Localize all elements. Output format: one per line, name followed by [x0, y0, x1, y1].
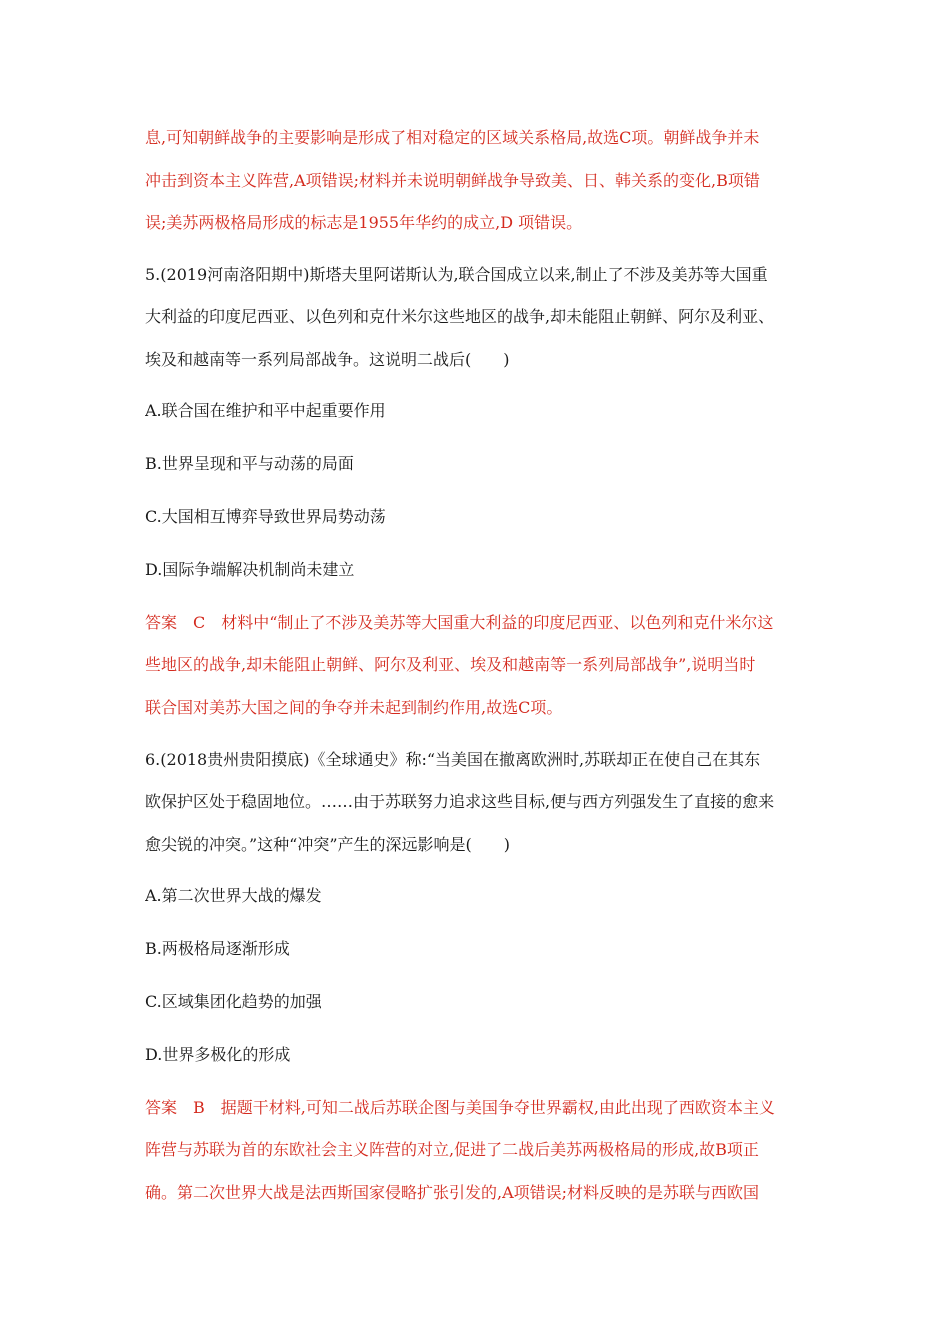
question-6-option-b: B.两极格局逐渐形成: [145, 939, 290, 958]
question-5-option-c: C.大国相互博弈导致世界局势动荡: [145, 507, 386, 526]
question-6-stem-line-2: 欧保护区处于稳固地位。……由于苏联努力追求这些目标,便与西方列强发生了直接的愈来: [145, 792, 775, 811]
answer-continuation-line-2: 冲击到资本主义阵营,A项错误;材料并未说明朝鲜战争导致美、日、韩关系的变化,B项错: [145, 171, 760, 190]
question-5-option-a: A.联合国在维护和平中起重要作用: [145, 401, 386, 420]
question-6-answer-line-2: 阵营与苏联为首的东欧社会主义阵营的对立,促进了二战后美苏两极格局的形成,故B项正: [145, 1140, 759, 1159]
question-6-option-a: A.第二次世界大战的爆发: [145, 886, 322, 905]
question-5-option-b: B.世界呈现和平与动荡的局面: [145, 454, 354, 473]
question-5-answer-line-2: 些地区的战争,却未能阻止朝鲜、阿尔及利亚、埃及和越南等一系列局部战争”,说明当时: [145, 655, 756, 674]
question-6-option-c: C.区域集团化趋势的加强: [145, 992, 322, 1011]
question-6-stem-line-3: 愈尖锐的冲突。”这种“冲突”产生的深远影响是( ): [145, 835, 511, 854]
question-6-answer-line-3: 确。第二次世界大战是法西斯国家侵略扩张引发的,A项错误;材料反映的是苏联与西欧国: [145, 1183, 760, 1202]
question-5-answer-line-1: 答案 C 材料中“制止了不涉及美苏等大国重大利益的印度尼西亚、以色列和克什米尔这: [145, 613, 774, 632]
answer-continuation-line-3: 误;美苏两极格局形成的标志是1955年华约的成立,D 项错误。: [145, 213, 583, 232]
question-5-option-d: D.国际争端解决机制尚未建立: [145, 560, 355, 579]
question-6-answer-line-1: 答案 B 据题干材料,可知二战后苏联企图与美国争夺世界霸权,由此出现了西欧资本主义: [145, 1098, 775, 1117]
question-5-answer-line-3: 联合国对美苏大国之间的争夺并未起到制约作用,故选C项。: [145, 698, 563, 717]
question-5-stem-line-3: 埃及和越南等一系列局部战争。这说明二战后( ): [145, 350, 510, 369]
question-5-stem-line-1: 5.(2019河南洛阳期中)斯塔夫里阿诺斯认为,联合国成立以来,制止了不涉及美苏等大国重: [145, 265, 768, 284]
question-6-option-d: D.世界多极化的形成: [145, 1045, 291, 1064]
question-5-stem-line-2: 大利益的印度尼西亚、以色列和克什米尔这些地区的战争,却未能阻止朝鲜、阿尔及利亚、: [145, 307, 775, 326]
answer-continuation-line-1: 息,可知朝鲜战争的主要影响是形成了相对稳定的区域关系格局,故选C项。朝鲜战争并未: [145, 128, 760, 147]
question-6-stem-line-1: 6.(2018贵州贵阳摸底)《全球通史》称:“当美国在撤离欧洲时,苏联却正在使自己在其东: [145, 750, 761, 769]
